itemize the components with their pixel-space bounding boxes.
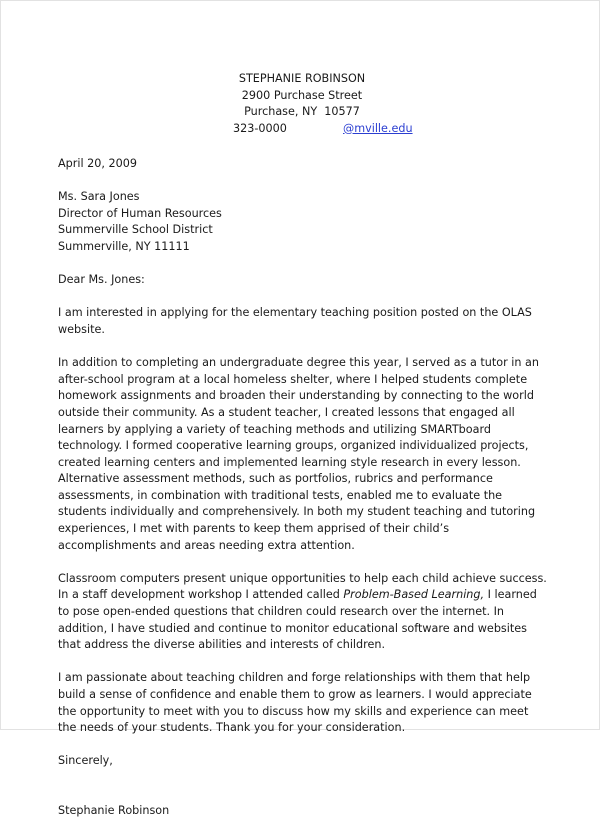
letterhead — [58, 71, 546, 137]
closing: Sincerely, — [58, 754, 113, 768]
letter-body — [58, 156, 547, 820]
salutation: Dear Ms. Jones: — [58, 273, 145, 287]
recipient-name: Ms. Sara Jones — [58, 190, 140, 204]
recipient-organization: Summerville School District — [58, 223, 213, 237]
letterhead-city-state-zip: Purchase, NY 10577 — [244, 105, 360, 118]
paragraph-3-lead: Classroom computers present unique opportunities to help each child achieve success. In a staff development workshop I attended called — [58, 571, 547, 602]
recipient-title: Director of Human Resources — [58, 206, 222, 220]
recipient-city-state-zip: Summerville, NY 11111 — [58, 239, 190, 253]
letter-date: April 20, 2009 — [58, 157, 137, 170]
paragraph-3 — [58, 571, 547, 654]
email-link[interactable]: @mville.edu — [343, 121, 413, 135]
letterhead-contact-row — [58, 121, 546, 138]
paragraph-1: I am interested in applying for the elementary teaching position posted on the OLAS website. — [58, 306, 532, 336]
paragraph-2: In addition to completing an undergraduate degree this year, I served as a tutor in an after-school program at a local homeless shelter, where I helped students complete homework assignments and broaden their understanding by connecting to the world outside their community. As a student teacher, I created lessons that engaged all learners by applying a variety of teaching methods and utilizing SMARTboard technology. I formed cooperative learning groups, organized individualized projects, created learning centers and implemented learning style research in every lesson. Alternative assessment methods, such as portfolios, rubrics and performance assessments, in combination with traditional tests, enabled me to evaluate the students individually and comprehensively. In both my student teaching and tutoring experiences, I met with parents to keep them apprised of their child’s accomplishments and areas needing extra attention. — [58, 356, 539, 552]
recipient-address — [58, 189, 547, 255]
letterhead-street: 2900 Purchase Street — [241, 88, 363, 102]
workshop-title: Problem-Based Learning, — [343, 588, 485, 602]
phone-number: 323-0000 — [233, 121, 287, 135]
paragraph-4: I am passionate about teaching children and forge relationships with them that help build a sense of confidence and enable them to grow as learners. I would appreciate the opportunity to meet with you to discuss how my skills and experience can meet the needs of your students. Thank you for your consideration. — [58, 671, 532, 735]
signature-name: Stephanie Robinson — [58, 803, 170, 817]
paragraph-3-tail: I learned to pose open-ended questions that children could research over the internet. In addition, I have studied and continue to monitor educational software and websites that address the diverse abilities and interests of children. — [58, 588, 537, 652]
letterhead-name: STEPHANIE ROBINSON — [238, 72, 366, 85]
